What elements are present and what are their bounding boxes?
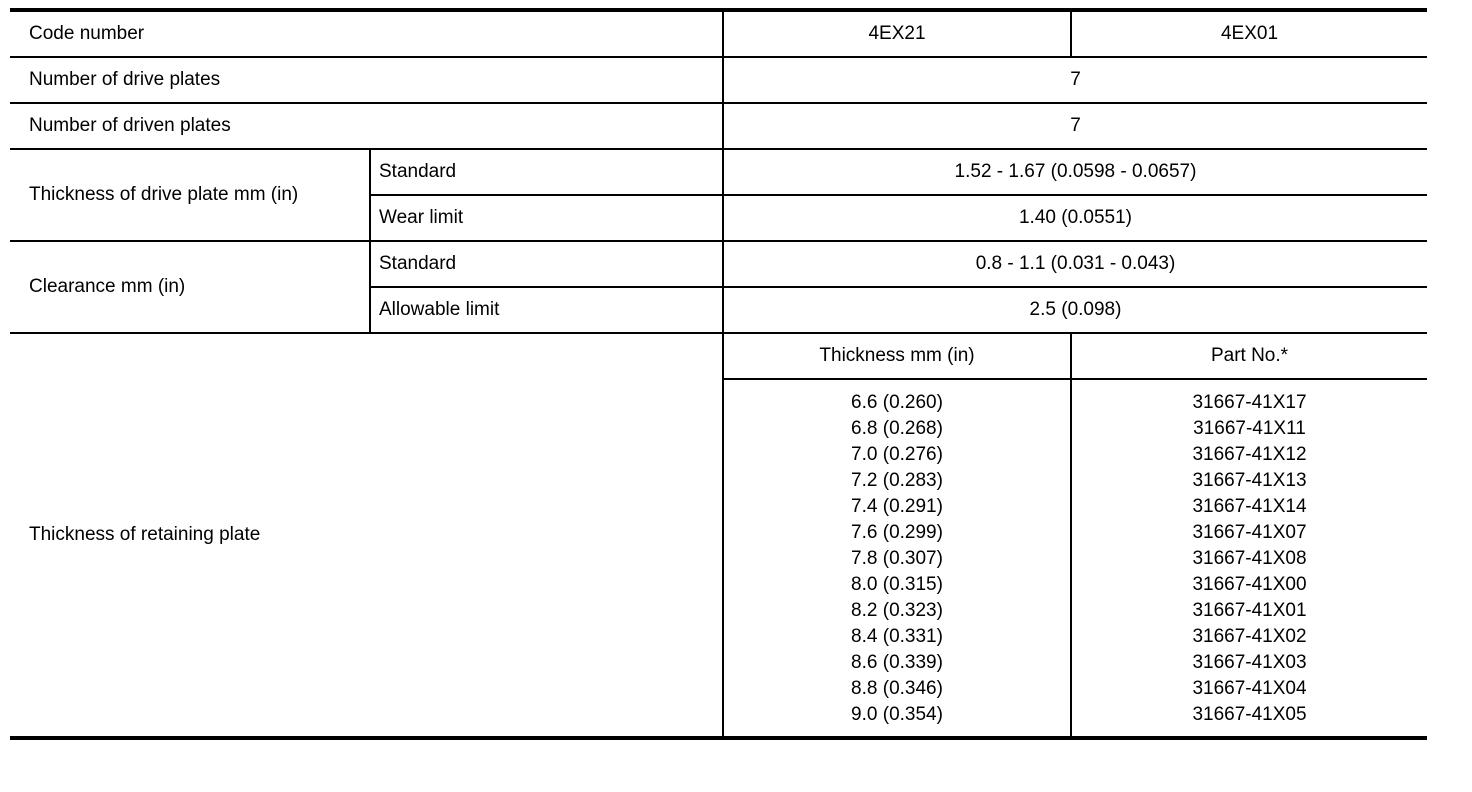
thickness-value: 7.2 (0.283) — [851, 470, 943, 491]
part-number-value: 31667-41X02 — [1192, 626, 1307, 647]
clutch-spec-table — [10, 8, 1427, 740]
part-number-value: 31667-41X04 — [1192, 678, 1307, 699]
thickness-value: 8.0 (0.315) — [851, 574, 943, 595]
driven-plates-label: Number of driven plates — [10, 103, 723, 149]
part-number-value: 31667-41X01 — [1192, 600, 1307, 621]
drive-plate-standard-value: 1.52 - 1.67 (0.0598 - 0.0657) — [723, 149, 1427, 195]
thickness-value: 7.0 (0.276) — [851, 444, 943, 465]
drive-plate-wear-value: 1.40 (0.0551) — [723, 195, 1427, 241]
clearance-limit-value: 2.5 (0.098) — [723, 287, 1427, 333]
part-number-value: 31667-41X17 — [1192, 392, 1307, 413]
driven-plates-row — [10, 103, 1427, 149]
clearance-label: Clearance mm (in) — [10, 241, 370, 333]
drive-plate-standard-row — [10, 149, 1427, 195]
driven-plates-value: 7 — [723, 103, 1427, 149]
drive-plates-row — [10, 57, 1427, 103]
part-number-column-header: Part No.* — [1071, 333, 1427, 379]
clearance-standard-value: 0.8 - 1.1 (0.031 - 0.043) — [723, 241, 1427, 287]
drive-plate-wear-label: Wear limit — [370, 195, 723, 241]
thickness-value: 8.8 (0.346) — [851, 678, 943, 699]
drive-plates-label: Number of drive plates — [10, 57, 723, 103]
thickness-value: 9.0 (0.354) — [851, 704, 943, 725]
drive-plates-value: 7 — [723, 57, 1427, 103]
thickness-value: 6.6 (0.260) — [851, 392, 943, 413]
retaining-plate-header-row — [10, 333, 1427, 379]
thickness-value: 6.8 (0.268) — [851, 418, 943, 439]
drive-plate-standard-label: Standard — [370, 149, 723, 195]
thickness-value: 8.6 (0.339) — [851, 652, 943, 673]
thickness-value: 8.2 (0.323) — [851, 600, 943, 621]
thickness-value: 8.4 (0.331) — [851, 626, 943, 647]
part-number-value: 31667-41X12 — [1192, 444, 1307, 465]
part-number-value: 31667-41X00 — [1192, 574, 1307, 595]
retaining-plate-label: Thickness of retaining plate — [10, 333, 723, 738]
clearance-standard-label: Standard — [370, 241, 723, 287]
part-number-value: 31667-41X05 — [1192, 704, 1307, 725]
part-number-value: 31667-41X13 — [1192, 470, 1307, 491]
part-number-value: 31667-41X03 — [1192, 652, 1307, 673]
part-number-list — [1071, 379, 1427, 738]
part-number-value: 31667-41X11 — [1193, 418, 1306, 439]
code-number-row — [10, 10, 1427, 57]
thickness-value: 7.4 (0.291) — [851, 496, 943, 517]
code-number-label: Code number — [10, 10, 723, 57]
clearance-standard-row — [10, 241, 1427, 287]
code-number-value-2: 4EX01 — [1071, 10, 1427, 57]
thickness-list — [723, 379, 1071, 738]
part-number-value: 31667-41X14 — [1192, 496, 1307, 517]
thickness-value: 7.8 (0.307) — [851, 548, 943, 569]
thickness-column-header: Thickness mm (in) — [723, 333, 1071, 379]
clearance-limit-label: Allowable limit — [370, 287, 723, 333]
part-number-value: 31667-41X07 — [1192, 522, 1307, 543]
code-number-value-1: 4EX21 — [723, 10, 1071, 57]
drive-plate-thickness-label: Thickness of drive plate mm (in) — [10, 149, 370, 241]
part-number-value: 31667-41X08 — [1192, 548, 1307, 569]
thickness-value: 7.6 (0.299) — [851, 522, 943, 543]
